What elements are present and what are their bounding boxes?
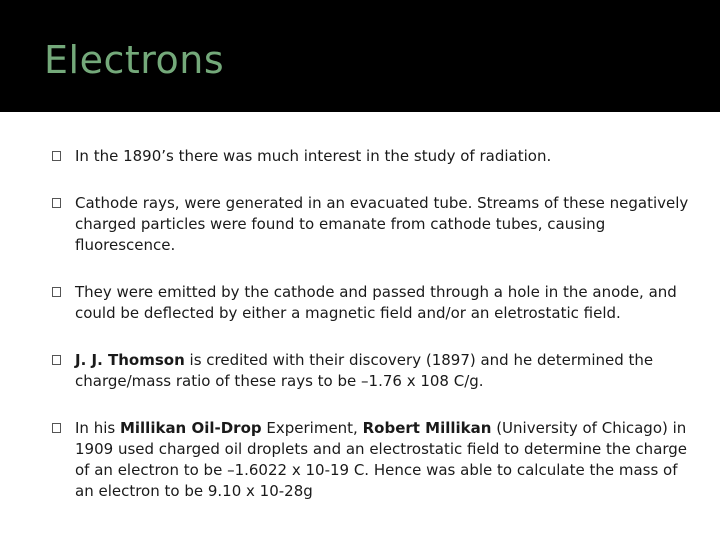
bullet-bold-text: J. J. Thomson xyxy=(75,351,185,369)
slide-title: Electrons xyxy=(44,38,225,82)
bullet-text: In his xyxy=(75,419,120,437)
bullet-box-icon xyxy=(52,355,61,365)
bullet-list xyxy=(52,146,692,502)
bullet-box-icon xyxy=(52,423,61,433)
bullet-bold-text: Millikan Oil-Drop xyxy=(119,419,262,437)
title-bar xyxy=(0,0,720,112)
bullet-text: is credited with their discovery (1897) and he determined the charge/mass ratio of these rays to be –1.76 x 108 C/g. xyxy=(75,351,654,390)
bullet-item xyxy=(52,350,692,392)
bullet-box-icon xyxy=(52,287,61,297)
bullet-item xyxy=(52,282,692,324)
bullet-box-icon xyxy=(52,198,61,208)
bullet-text: (University of Chicago) in 1909 used charged oil droplets and an electrostatic field to determine the charge of an electron to be –1.6022 x 10-19 C. Hence was able to calculate the mass of an electron to be 9.10 x 10-28g xyxy=(75,419,688,500)
bullet-text: Cathode rays, were generated in an evacuated tube. Streams of these negatively charged particles were found to emanate from cathode tubes, causing fluorescence. xyxy=(75,194,689,254)
bullet-item xyxy=(52,193,692,256)
bullet-text: In the 1890’s there was much interest in the study of radiation. xyxy=(75,147,552,165)
bullet-text: Experiment, xyxy=(261,419,363,437)
bullet-bold-text: Robert Millikan xyxy=(362,419,492,437)
bullet-item xyxy=(52,146,692,167)
bullet-text: They were emitted by the cathode and passed through a hole in the anode, and could be deflected by either a magnetic field and/or an eletrostatic field. xyxy=(75,283,677,322)
bullet-box-icon xyxy=(52,151,61,161)
bullet-item xyxy=(52,418,692,502)
